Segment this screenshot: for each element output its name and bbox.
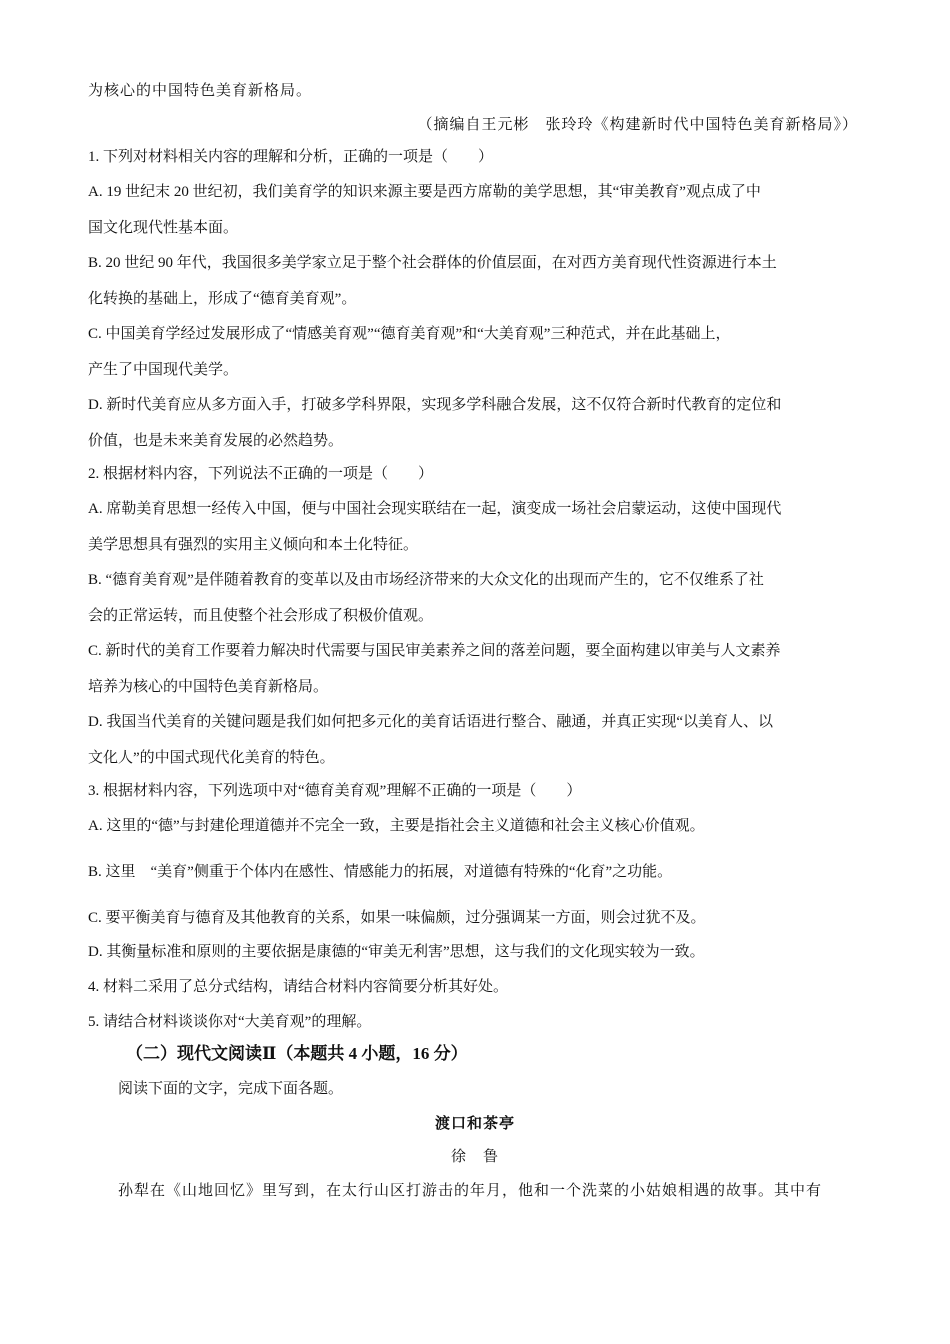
question-2-option-a: A. 席勒美育思想一经传入中国，便与中国社会现实联结在一起，演变成一场社会启蒙运动，这使中国现代 — [88, 501, 782, 517]
question-3-stem: 3. 根据材料内容，下列选项中对“德育美育观”理解不正确的一项是（ ） — [88, 783, 582, 799]
question-2-option-c-cont: 培养为核心的中国特色美育新格局。 — [88, 679, 329, 695]
question-3-option-c: C. 要平衡美育与德育及其他教育的关系，如果一味偏颇，过分强调某一方面，则会过犹不及。 — [88, 910, 706, 926]
section-instruction: 阅读下面的文字，完成下面各题。 — [118, 1081, 344, 1097]
section-heading: （二）现代文阅读Ⅱ（本题共 4 小题，16 分） — [126, 1044, 468, 1063]
question-1-option-d: D. 新时代美育应从多方面入手，打破多学科界限，实现多学科融合发展，这不仅符合新时代教育的定位和 — [88, 397, 782, 413]
question-3-option-d: D. 其衡量标准和原则的主要依据是康德的“审美无利害”思想，这与我们的文化现实较为一致。 — [88, 944, 705, 960]
question-2-stem: 2. 根据材料内容，下列说法不正确的一项是（ ） — [88, 466, 434, 482]
question-1-stem: 1. 下列对材料相关内容的理解和分析，正确的一项是（ ） — [88, 149, 494, 165]
question-2-option-d: D. 我国当代美育的关键问题是我们如何把多元化的美育话语进行整合、融通，并真正实现“以美育人、以 — [88, 714, 773, 730]
question-3-option-a: A. 这里的“德”与封建伦理道德并不完全一致，主要是指社会主义道德和社会主义核心价值观。 — [88, 818, 705, 834]
source-citation: （摘编自王元彬 张玲玲《构建新时代中国特色美育新格局》） — [417, 115, 858, 133]
question-1-option-a-cont: 国文化现代性基本面。 — [88, 220, 239, 236]
question-5-stem: 5. 请结合材料谈谈你对“大美育观”的理解。 — [88, 1014, 372, 1030]
question-1-option-c: C. 中国美育学经过发展形成了“情感美育观”“德育美育观”和“大美育观”三种范式，并在此基础上， — [88, 326, 731, 342]
question-4-stem: 4. 材料二采用了总分式结构，请结合材料内容简要分析其好处。 — [88, 979, 509, 995]
question-2-option-b-cont: 会的正常运转，而且使整个社会形成了积极价值观。 — [88, 608, 434, 624]
article-author: 徐 鲁 — [450, 1147, 499, 1165]
paragraph-line: 为核心的中国特色美育新格局。 — [88, 81, 313, 99]
question-2-option-d-cont: 文化人”的中国式现代化美育的特色。 — [88, 750, 335, 766]
article-paragraph: 孙犁在《山地回忆》里写到，在太行山区打游击的年月，他和一个洗菜的小姑娘相遇的故事。其中有 — [118, 1181, 823, 1199]
question-1-option-a: A. 19 世纪末 20 世纪初，我们美育学的知识来源主要是西方席勒的美学思想，其“审美教育”观点成了中 — [88, 184, 761, 200]
question-2-option-a-cont: 美学思想具有强烈的实用主义倾向和本土化特征。 — [88, 537, 419, 553]
question-1-option-c-cont: 产生了中国现代美学。 — [88, 362, 239, 378]
article-title: 渡口和茶亭 — [434, 1114, 515, 1132]
question-1-option-d-cont: 价值，也是未来美育发展的必然趋势。 — [88, 433, 344, 449]
question-1-option-b: B. 20 世纪 90 年代，我国很多美学家立足于整个社会群体的价值层面，在对西方美育现代性资源进行本土 — [88, 255, 777, 271]
question-1-option-b-cont: 化转换的基础上，形成了“德育美育观”。 — [88, 291, 357, 307]
question-2-option-b: B. “德育美育观”是伴随着教育的变革以及由市场经济带来的大众文化的出现而产生的，它不仅维系了社 — [88, 572, 764, 588]
question-2-option-c: C. 新时代的美育工作要着力解决时代需要与国民审美素养之间的落差问题，要全面构建以审美与人文素养 — [88, 643, 781, 659]
question-3-option-b: B. 这里 “美育”侧重于个体内在感性、情感能力的拓展，对道德有特殊的“化育”之功能。 — [88, 864, 673, 880]
